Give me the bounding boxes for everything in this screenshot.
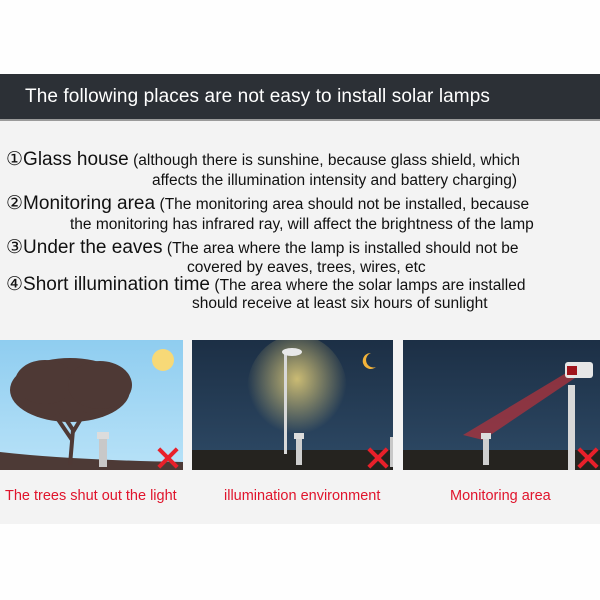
number-badge: ④ [6, 274, 24, 295]
list-item-short-illumination [6, 273, 525, 296]
item-desc-cont: covered by eaves, trees, wires, etc [187, 259, 426, 276]
item-desc-cont: affects the illumination intensity and battery charging) [152, 172, 518, 189]
list-item-glass-house [6, 148, 520, 171]
page-title: The following places are not easy to install solar lamps [25, 86, 490, 107]
list-item-monitoring-area [6, 192, 529, 215]
item-desc: (although there is sunshine, because glass shield, which [133, 152, 520, 169]
item-title: Under the eaves [23, 237, 163, 258]
item-desc: (The area where the lamp is installed should not be [166, 240, 519, 257]
number-badge: ③ [6, 237, 24, 258]
item-desc-cont: should receive at least six hours of sunlight [192, 295, 488, 312]
streetlight-night-illustration [192, 340, 393, 470]
header-banner [0, 74, 600, 121]
caption-monitoring: Monitoring area [450, 488, 551, 504]
item-desc: (The area where the solar lamps are installed [214, 277, 526, 294]
tree-shade-illustration [0, 340, 183, 470]
cross-icon [367, 447, 389, 469]
list-item-under-eaves [6, 236, 518, 259]
number-badge: ① [6, 149, 24, 170]
streetlight-icon [192, 340, 393, 470]
caption-trees: The trees shut out the light [5, 488, 177, 504]
camera-icon [403, 340, 600, 470]
cross-icon [157, 447, 179, 469]
number-badge: ② [6, 193, 24, 214]
item-title: Glass house [23, 149, 129, 170]
tree-icon [0, 340, 183, 470]
item-title: Monitoring area [23, 193, 156, 214]
security-camera-illustration [403, 340, 600, 470]
caption-illumination: illumination environment [224, 488, 381, 504]
item-desc-cont: the monitoring has infrared ray, will affect the brightness of the lamp [70, 216, 534, 233]
cross-icon [577, 447, 599, 469]
item-title: Short illumination time [23, 274, 210, 295]
item-desc: (The monitoring area should not be installed, because [159, 196, 530, 213]
